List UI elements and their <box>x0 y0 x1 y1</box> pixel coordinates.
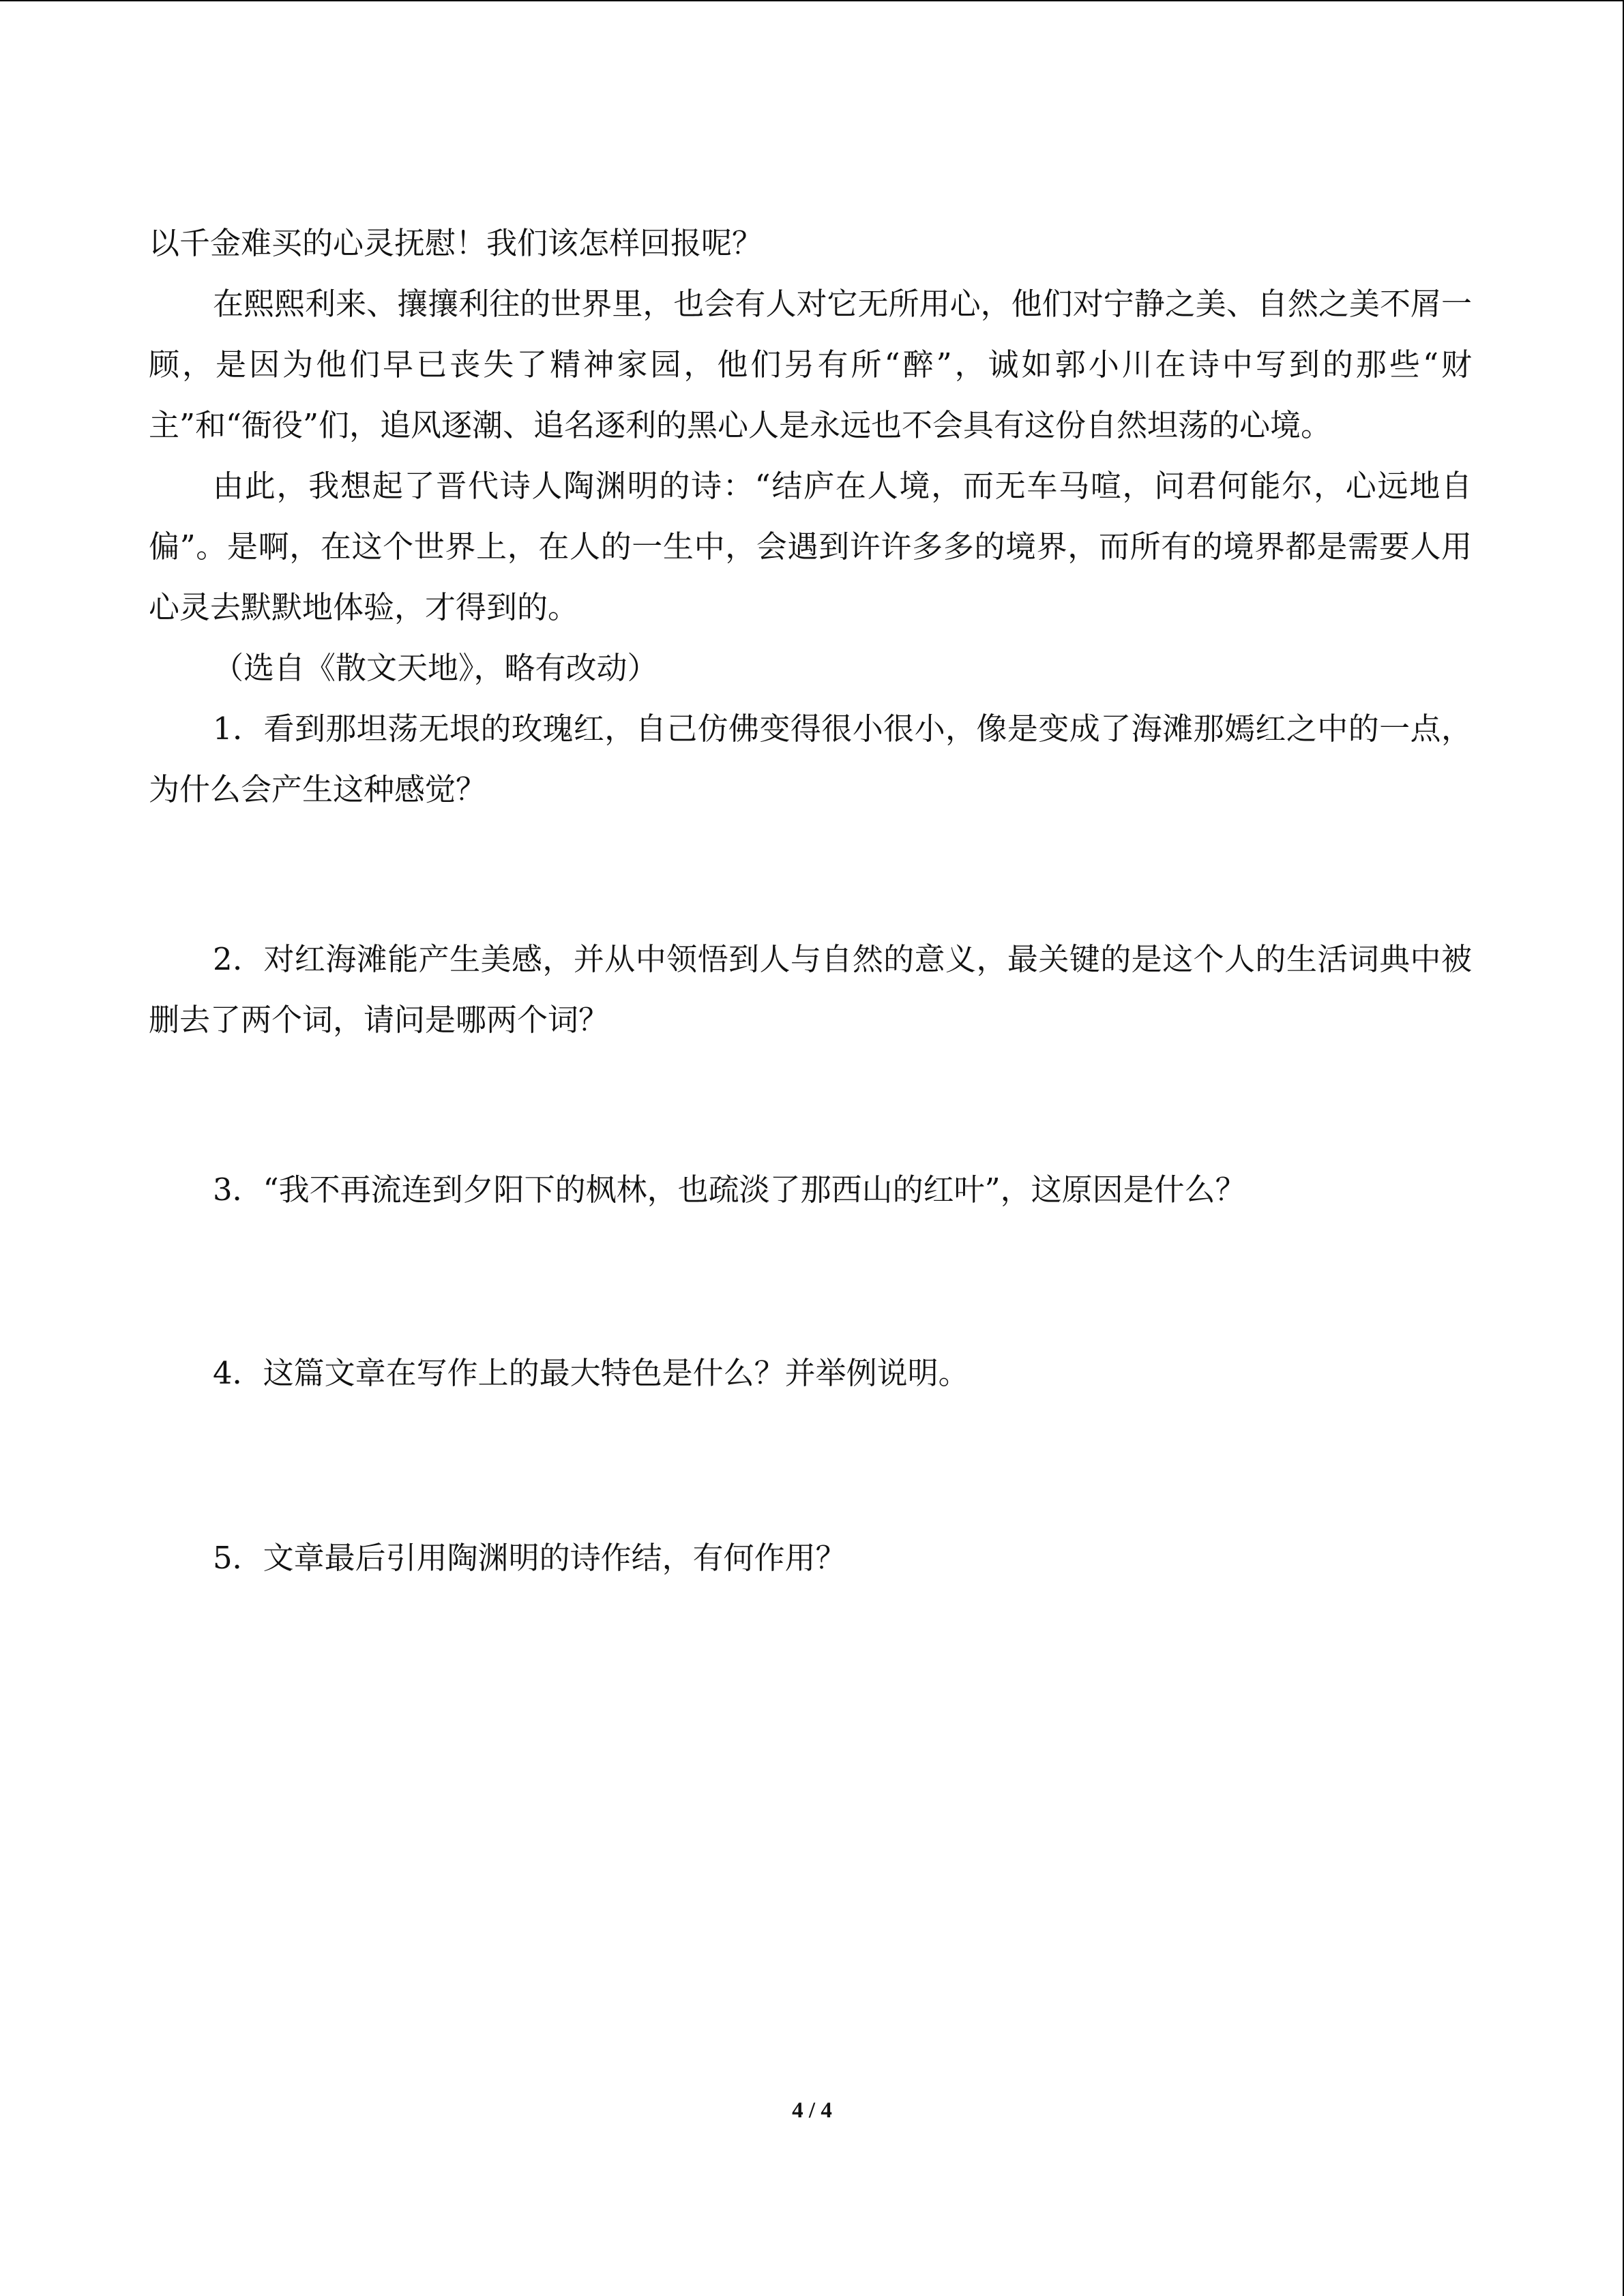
answer-space-4 <box>149 1403 1472 1527</box>
question-2: 2．对红海滩能产生美感，并从中领悟到人与自然的意义，最关键的是这个人的生活词典中被删去了两个词，请问是哪两个词？ <box>149 941 1472 1038</box>
source-note: （选自《散文天地》，略有改动） <box>213 650 658 686</box>
document-body <box>149 213 1472 1588</box>
page-number: 4 / 4 <box>792 2098 832 2123</box>
answer-space-1 <box>149 820 1472 929</box>
question-4: 4．这篇文章在写作上的最大特色是什么？并举例说明。 <box>213 1355 969 1391</box>
question-3: 3．“我不再流连到夕阳下的枫林，也疏淡了那西山的红叶”，这原因是什么？ <box>213 1172 1246 1208</box>
question-1: 1．看到那坦荡无垠的玫瑰红，自己仿佛变得很小很小，像是变成了海滩那嫣红之中的一点，为什么会产生这种感觉？ <box>149 711 1472 807</box>
paragraph-world: 在熙熙利来、攘攘利往的世界里，也会有人对它无所用心，他们对宁静之美、自然之美不屑一顾，是因为他们早已丧失了精神家园，他们另有所“醉”，诚如郭小川在诗中写到的那些“财主”和“衙役”们，追风逐潮、追名逐利的黑心人是永远也不会具有这份自然坦荡的心境。 <box>149 286 1472 443</box>
answer-space-2 <box>149 1050 1472 1159</box>
paragraph-tao-yuanming: 由此，我想起了晋代诗人陶渊明的诗：“结庐在人境，而无车马喧，问君何能尔，心远地自偏”。是啊，在这个世界上，在人的一生中，会遇到许许多多的境界，而所有的境界都是需要人用心灵去默默地体验，才得到的。 <box>149 468 1472 625</box>
paragraph-continuation: 以千金难买的心灵抚慰！我们该怎样回报呢？ <box>149 225 763 261</box>
question-5: 5．文章最后引用陶渊明的诗作结，有何作用？ <box>213 1540 846 1576</box>
answer-space-3 <box>149 1220 1472 1343</box>
